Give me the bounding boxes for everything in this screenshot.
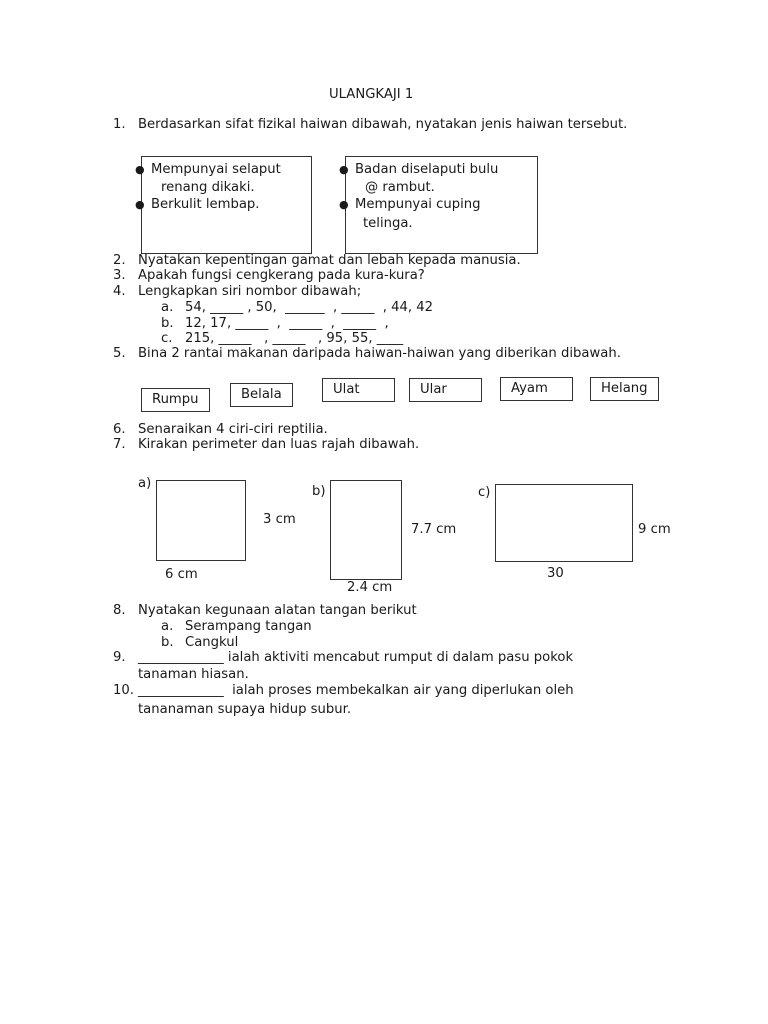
shape-b-rectangle <box>330 480 402 580</box>
q5-text: Bina 2 rantai makanan daripada haiwan-haiwan yang diberikan dibawah. <box>138 346 621 361</box>
page-title: ULANGKAJI 1 <box>329 87 414 102</box>
q3-text: Apakah fungsi cengkerang pada kura-kura? <box>138 268 425 283</box>
q4-item-label: a. <box>161 300 174 315</box>
q4-item-label: b. <box>161 316 174 331</box>
animal-box-ayam: Ayam <box>500 377 573 401</box>
q2-text: Nyatakan kepentingan gamat dan lebah kepada manusia. <box>138 253 521 268</box>
q2-number: 2. <box>113 253 126 268</box>
trait-box-2-line-1: Badan diselaputi bulu <box>355 162 499 177</box>
q10-number: 10. <box>113 683 134 698</box>
trait-box-1-line-3: Berkulit lembap. <box>151 197 260 212</box>
shape-b-label: b) <box>312 484 326 499</box>
bullet-icon: ● <box>339 163 349 176</box>
q4-item-text: 215, _____ , _____ , 95, 55, ____ <box>185 331 404 346</box>
q3-number: 3. <box>113 268 126 283</box>
q7-number: 7. <box>113 437 126 452</box>
trait-box-1-line-2: renang dikaki. <box>161 180 255 195</box>
q4-item-text: 54, _____ , 50, ______ , _____ , 44, 42 <box>185 300 434 315</box>
q9-line-1: _____________ ialah aktiviti mencabut rumput di dalam pasu pokok <box>138 650 574 665</box>
q5-number: 5. <box>113 346 126 361</box>
shape-b-bottom: 2.4 cm <box>347 580 393 595</box>
q9-number: 9. <box>113 650 126 665</box>
animal-box-ulat: Ulat <box>322 378 395 402</box>
q8-item-text: Serampang tangan <box>185 619 312 634</box>
shape-b-side: 7.7 cm <box>411 522 457 537</box>
q6-number: 6. <box>113 422 126 437</box>
q4-item-text: 12, 17, _____ , _____ , _____ , <box>185 316 389 331</box>
q8-number: 8. <box>113 603 126 618</box>
shape-c-rectangle <box>495 484 633 562</box>
q4-number: 4. <box>113 284 126 299</box>
animal-box-belala: Belala <box>230 383 293 407</box>
q7-text: Kirakan perimeter dan luas rajah dibawah. <box>138 437 420 452</box>
q8-item-text: Cangkul <box>185 635 239 650</box>
q9-line-2: tanaman hiasan. <box>138 667 249 682</box>
q4-item-label: c. <box>161 331 173 346</box>
trait-box-2-line-3: Mempunyai cuping <box>355 197 481 212</box>
animal-box-helang: Helang <box>590 377 659 401</box>
trait-box-2-line-2: @ rambut. <box>365 180 435 195</box>
shape-a-square <box>156 480 246 561</box>
animal-box-ular: Ular <box>409 378 482 402</box>
q1-text: Berdasarkan sifat fizikal haiwan dibawah, nyatakan jenis haiwan tersebut. <box>138 117 628 132</box>
bullet-icon: ● <box>339 198 349 211</box>
shape-c-bottom: 30 <box>547 566 564 581</box>
shape-a-bottom: 6 cm <box>165 567 198 582</box>
trait-box-2-line-4: telinga. <box>363 216 413 231</box>
q6-text: Senaraikan 4 ciri-ciri reptilia. <box>138 422 328 437</box>
shape-c-side: 9 cm <box>638 522 671 537</box>
animal-box-rumpu: Rumpu <box>141 388 210 412</box>
bullet-icon: ● <box>135 163 145 176</box>
bullet-icon: ● <box>135 198 145 211</box>
q8-item-label: b. <box>161 635 174 650</box>
shape-a-side: 3 cm <box>263 512 296 527</box>
shape-a-label: a) <box>138 476 152 491</box>
q4-text: Lengkapkan siri nombor dibawah; <box>138 284 362 299</box>
q10-line-2: tananaman supaya hidup subur. <box>138 702 352 717</box>
shape-c-label: c) <box>478 485 491 500</box>
q1-number: 1. <box>113 117 126 132</box>
trait-box-1-line-1: Mempunyai selaput <box>151 162 281 177</box>
q8-text: Nyatakan kegunaan alatan tangan berikut <box>138 603 417 618</box>
q8-item-label: a. <box>161 619 174 634</box>
q10-line-1: _____________ ialah proses membekalkan air yang diperlukan oleh <box>138 683 574 698</box>
